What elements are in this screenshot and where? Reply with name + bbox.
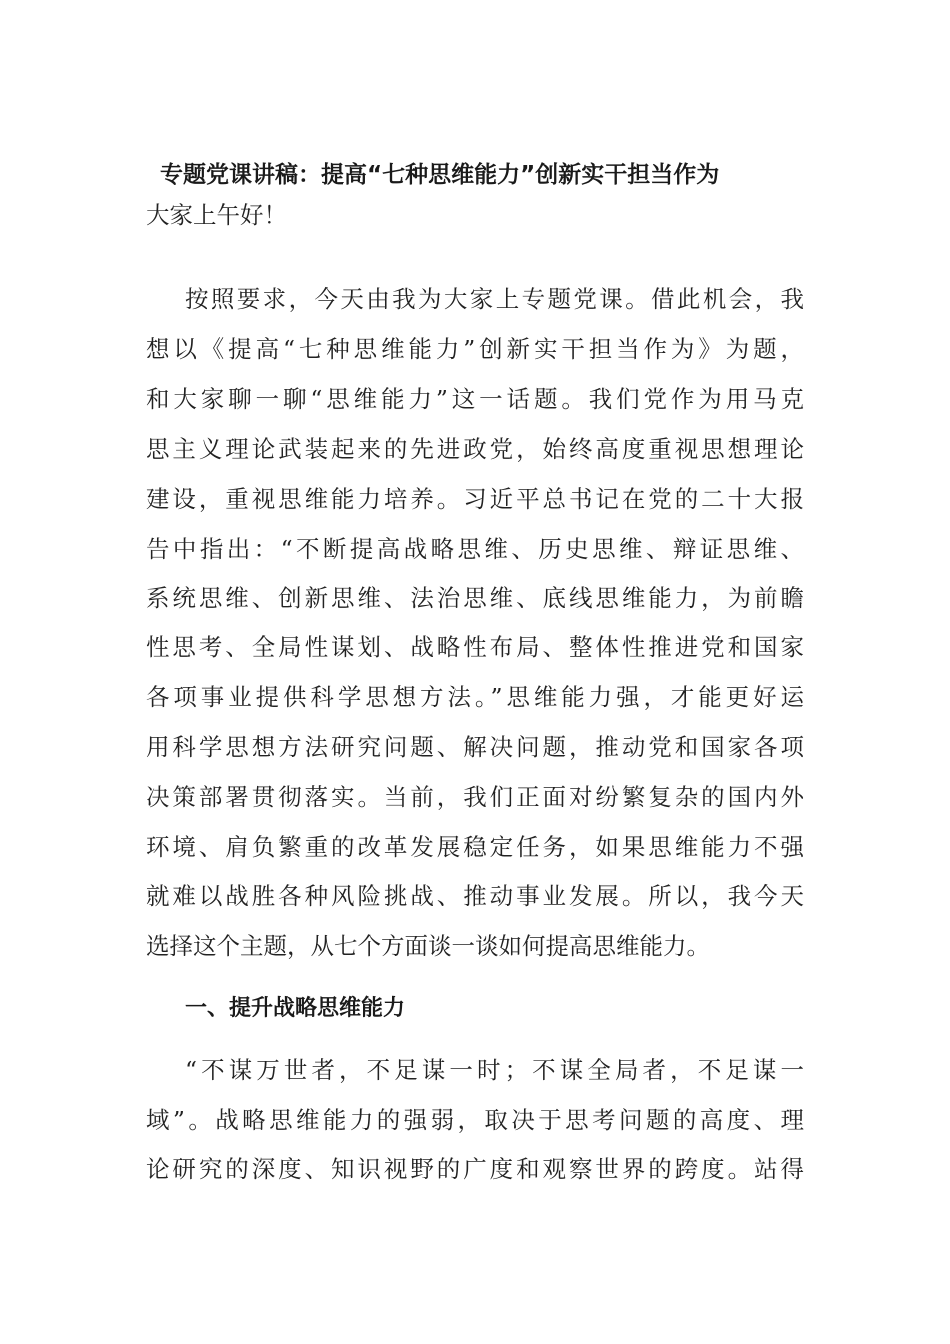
intro-line: 和大家聊一聊“思维能力”这一话题。我们党作为用马克 [146,385,804,413]
section-line: 论研究的深度、知识视野的广度和观察世界的跨度。站得 [146,1155,804,1183]
section-heading: 一、提升战略思维能力 [185,996,406,1021]
intro-line: 告中指出：“不断提高战略思维、历史思维、辩证思维、 [146,535,804,563]
intro-line: 建设，重视思维能力培养。习近平总书记在党的二十大报 [146,485,804,513]
intro-line: 性思考、全局性谋划、战略性布局、整体性推进党和国家 [146,633,804,661]
greeting-text: 大家上午好！ [146,201,287,229]
document-title: 专题党课讲稿：提高“七种思维能力”创新实干担当作为 [160,162,720,188]
intro-line: 按照要求，今天由我为大家上专题党课。借此机会，我 [185,285,804,313]
section-line: 域”。战略思维能力的强弱，取决于思考问题的高度、理 [146,1106,804,1134]
intro-line: 用科学思想方法研究问题、解决问题，推动党和国家各项 [146,733,804,761]
intro-line: 就难以战胜各种风险挑战、推动事业发展。所以，我今天 [146,882,804,910]
intro-line: 各项事业提供科学思想方法。”思维能力强，才能更好运 [146,683,804,711]
intro-line: 选择这个主题，从七个方面谈一谈如何提高思维能力。 [146,932,710,960]
intro-line: 想以《提高“七种思维能力”创新实干担当作为》为题， [146,335,804,363]
intro-line: 环境、肩负繁重的改革发展稳定任务，如果思维能力不强 [146,833,804,861]
intro-line: 决策部署贯彻落实。当前，我们正面对纷繁复杂的国内外 [146,783,804,811]
section-line: “不谋万世者，不足谋一时；不谋全局者，不足谋一 [185,1056,804,1084]
intro-line: 思主义理论武装起来的先进政党，始终高度重视思想理论 [146,435,804,463]
intro-line: 系统思维、创新思维、法治思维、底线思维能力，为前瞻 [146,584,804,612]
